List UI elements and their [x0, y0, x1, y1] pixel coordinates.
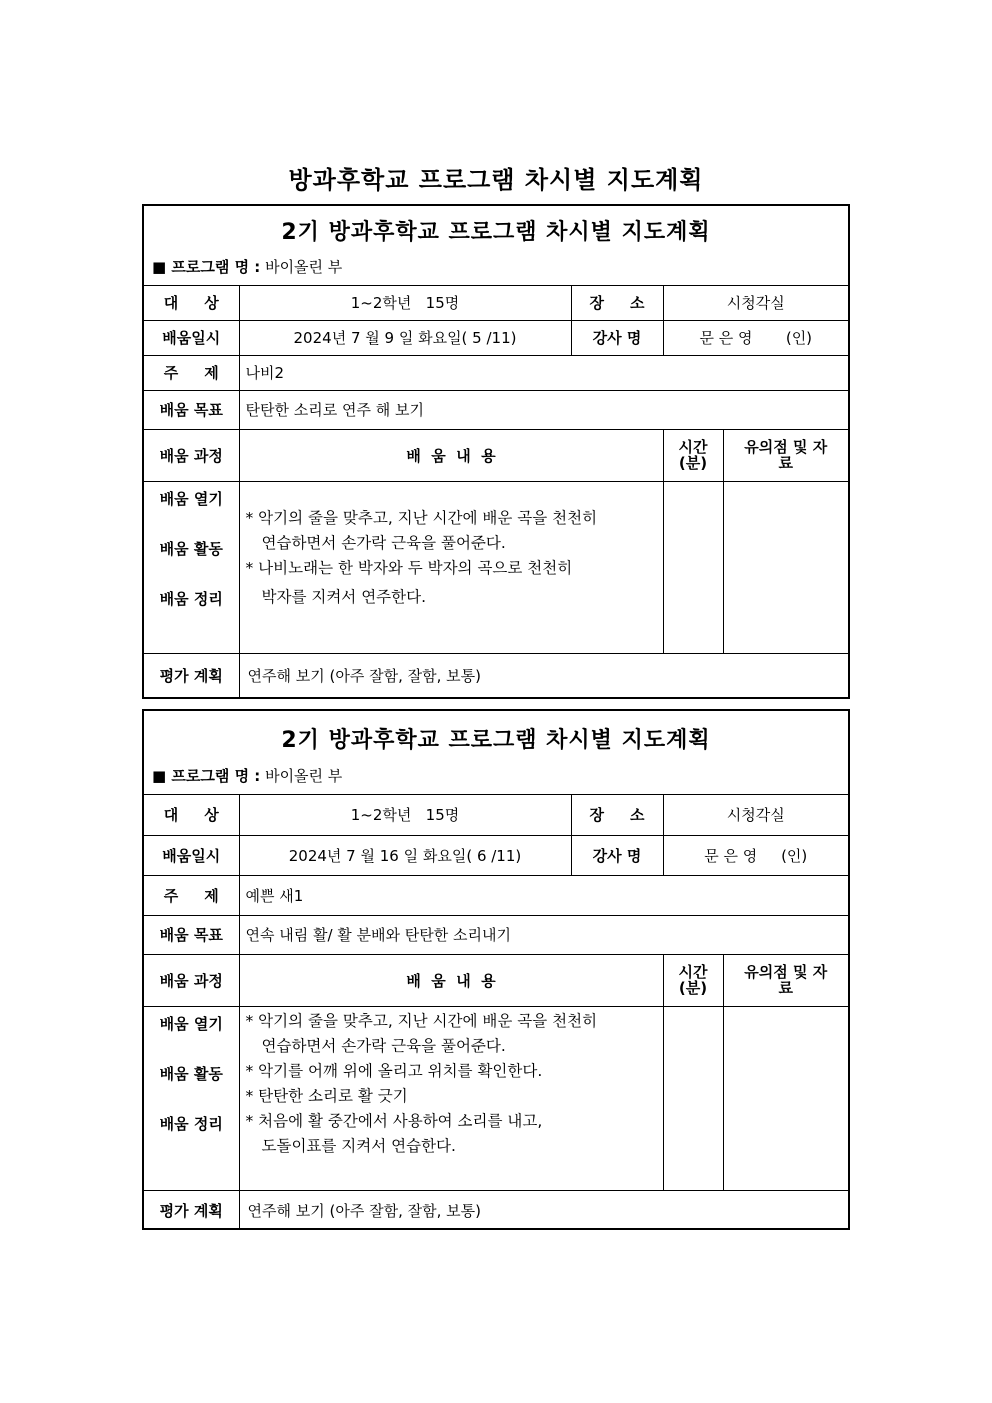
program-line [152, 765, 342, 786]
content-cell [239, 1006, 663, 1190]
topic-label: 주 제 [144, 355, 239, 390]
eval-value: 연주해 보기 (아주 잘함, 잘함, 보통) [239, 653, 848, 697]
program-name: 바이올린 부 [265, 767, 343, 785]
notes-cell [723, 481, 848, 653]
target-value: 1~2학년 15명 [239, 286, 571, 320]
table-row [144, 355, 848, 390]
plan-table [144, 795, 848, 1230]
table-row [144, 915, 848, 954]
content-line: * 악기의 줄을 맞추고, 지난 시간에 배운 곡을 천천히 [245, 508, 598, 527]
step-label: 배움 정리 [159, 1114, 223, 1133]
table-row [144, 653, 848, 697]
page-title: 방과후학교 프로그램 차시별 지도계획 [288, 166, 704, 194]
step-label: 배움 정리 [159, 589, 223, 608]
topic-value: 나비2 [239, 355, 848, 390]
teacher-label: 강사 명 [571, 320, 663, 355]
content-line: 연습하면서 손가락 근육을 풀어준다. [261, 1036, 506, 1055]
program-name: 바이올린 부 [265, 258, 343, 276]
table-row [144, 1190, 848, 1230]
notes-label: 유의점 및 자료 [723, 429, 848, 481]
step-label: 배움 열기 [159, 489, 223, 508]
lesson-plan-2 [142, 709, 850, 1230]
goal-label: 배움 목표 [144, 390, 239, 429]
plan-header [144, 711, 848, 795]
program-label: ■ 프로그램 명 : [152, 767, 261, 785]
table-row [144, 1006, 848, 1190]
notes-label: 유의점 및 자료 [723, 954, 848, 1006]
step-label: 배움 활동 [159, 539, 223, 558]
program-label: ■ 프로그램 명 : [152, 258, 261, 276]
content-line: * 악기의 줄을 맞추고, 지난 시간에 배운 곡을 천천히 [245, 1011, 598, 1030]
time-label: 시간(분) [663, 954, 723, 1006]
lesson-plan-1 [142, 204, 850, 699]
content-cell [239, 481, 663, 653]
table-row [144, 320, 848, 355]
content-line: * 탄탄한 소리로 활 긋기 [245, 1086, 408, 1105]
content-line: 박자를 지켜서 연주한다. [261, 587, 427, 606]
table-row [144, 390, 848, 429]
content-line: * 나비노래는 한 박자와 두 박자의 곡으로 천천히 [245, 558, 573, 577]
topic-label: 주 제 [144, 875, 239, 915]
date-label: 배움일시 [144, 320, 239, 355]
target-value: 1~2학년 15명 [239, 795, 571, 835]
content-line: * 처음에 활 중간에서 사용하여 소리를 내고, [245, 1111, 543, 1130]
eval-label: 평가 계획 [144, 653, 239, 697]
teacher-value: 문 은 영 (인) [663, 320, 848, 355]
notes-cell [723, 1006, 848, 1190]
table-row [144, 954, 848, 1006]
teacher-label: 강사 명 [571, 835, 663, 875]
plan-table [144, 286, 848, 697]
process-label: 배움 과정 [144, 954, 239, 1006]
topic-value: 예쁜 새1 [239, 875, 848, 915]
teacher-value: 문 은 영 (인) [663, 835, 848, 875]
steps-cell [144, 481, 239, 653]
table-row [144, 795, 848, 835]
content-label: 배 움 내 용 [239, 429, 663, 481]
date-value: 2024년 7 월 16 일 화요일( 6 /11) [239, 835, 571, 875]
steps-cell [144, 1006, 239, 1190]
content-line: 도돌이표를 지켜서 연습한다. [261, 1136, 456, 1155]
eval-value: 연주해 보기 (아주 잘함, 잘함, 보통) [239, 1190, 848, 1230]
step-label: 배움 열기 [159, 1014, 223, 1033]
program-line [152, 256, 342, 277]
place-label: 장 소 [571, 795, 663, 835]
table-row [144, 481, 848, 653]
table-row [144, 286, 848, 320]
place-value: 시청각실 [663, 286, 848, 320]
place-value: 시청각실 [663, 795, 848, 835]
time-cell [663, 481, 723, 653]
date-value: 2024년 7 월 9 일 화요일( 5 /11) [239, 320, 571, 355]
target-label: 대 상 [144, 795, 239, 835]
content-line: * 악기를 어깨 위에 올리고 위치를 확인한다. [245, 1061, 543, 1080]
table-row [144, 429, 848, 481]
goal-label: 배움 목표 [144, 915, 239, 954]
content-line: 연습하면서 손가락 근육을 풀어준다. [261, 533, 506, 552]
goal-value: 탄탄한 소리로 연주 해 보기 [239, 390, 848, 429]
table-row [144, 875, 848, 915]
plan-header [144, 206, 848, 286]
plan-title: 2기 방과후학교 프로그램 차시별 지도계획 [281, 220, 711, 245]
goal-value: 연속 내림 활/ 활 분배와 탄탄한 소리내기 [239, 915, 848, 954]
eval-label: 평가 계획 [144, 1190, 239, 1230]
time-cell [663, 1006, 723, 1190]
place-label: 장 소 [571, 286, 663, 320]
content-label: 배 움 내 용 [239, 954, 663, 1006]
plan-title: 2기 방과후학교 프로그램 차시별 지도계획 [281, 728, 711, 753]
process-label: 배움 과정 [144, 429, 239, 481]
date-label: 배움일시 [144, 835, 239, 875]
target-label: 대 상 [144, 286, 239, 320]
step-label: 배움 활동 [159, 1064, 223, 1083]
time-label: 시간(분) [663, 429, 723, 481]
table-row [144, 835, 848, 875]
